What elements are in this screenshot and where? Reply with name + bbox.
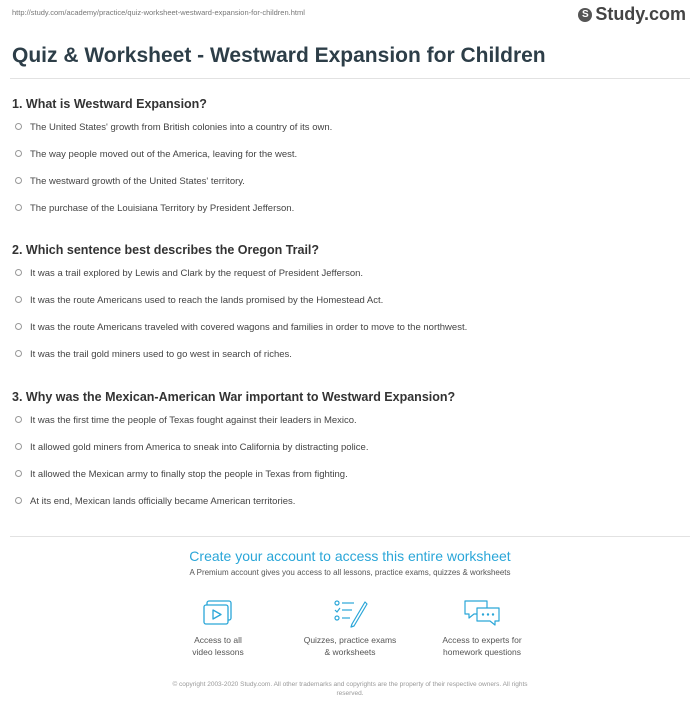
radio-icon[interactable] bbox=[15, 204, 22, 211]
answer-label: It allowed the Mexican army to finally stop the people in Texas from fighting. bbox=[30, 469, 348, 480]
quiz-worksheet-icon bbox=[332, 598, 368, 628]
study-logo[interactable] bbox=[578, 4, 686, 25]
answer-label: It allowed gold miners from America to sneak into California by distracting police. bbox=[30, 442, 369, 453]
answer-label: At its end, Mexican lands officially became American territories. bbox=[30, 496, 296, 507]
answer-option[interactable] bbox=[12, 469, 688, 496]
question-3 bbox=[12, 390, 688, 523]
answer-option[interactable] bbox=[12, 415, 688, 442]
radio-icon[interactable] bbox=[15, 296, 22, 303]
answer-option[interactable] bbox=[12, 149, 688, 176]
answer-label: The westward growth of the United States' territory. bbox=[30, 176, 245, 187]
radio-icon[interactable] bbox=[15, 443, 22, 450]
radio-icon[interactable] bbox=[15, 123, 22, 130]
feature-video-lessons bbox=[148, 598, 288, 658]
premium-promo bbox=[0, 548, 700, 577]
radio-icon[interactable] bbox=[15, 323, 22, 330]
radio-icon[interactable] bbox=[15, 470, 22, 477]
expert-chat-icon bbox=[463, 598, 501, 628]
promo-divider bbox=[10, 536, 690, 537]
feature-quizzes bbox=[280, 598, 420, 658]
radio-icon[interactable] bbox=[15, 350, 22, 357]
answer-label: The way people moved out of the America, leaving for the west. bbox=[30, 149, 298, 160]
page-title: Quiz & Worksheet - Westward Expansion for Children bbox=[12, 44, 546, 67]
answer-option[interactable] bbox=[12, 203, 688, 230]
answer-option[interactable] bbox=[12, 176, 688, 203]
answer-option[interactable] bbox=[12, 496, 688, 523]
radio-icon[interactable] bbox=[15, 150, 22, 157]
title-divider bbox=[10, 78, 690, 79]
answer-label: The United States' growth from British colonies into a country of its own. bbox=[30, 122, 333, 133]
radio-icon[interactable] bbox=[15, 416, 22, 423]
study-logo-text: Study.com bbox=[595, 4, 686, 24]
question-text: 3. Why was the Mexican-American War important to Westward Expansion? bbox=[12, 390, 456, 404]
feature-text: Access to all video lessons bbox=[192, 635, 244, 657]
answer-option[interactable] bbox=[12, 122, 688, 149]
feature-experts bbox=[412, 598, 552, 658]
answer-option[interactable] bbox=[12, 268, 688, 295]
radio-icon[interactable] bbox=[15, 177, 22, 184]
copyright-notice: © copyright 2003-2020 Study.com. All other trademarks and copyrights are the property of their respective owners. All rights reserved. bbox=[172, 681, 528, 697]
answer-label: The purchase of the Louisiana Territory by President Jefferson. bbox=[30, 203, 295, 214]
radio-icon[interactable] bbox=[15, 269, 22, 276]
answer-label: It was the first time the people of Texas fought against their leaders in Mexico. bbox=[30, 415, 357, 426]
answer-option[interactable] bbox=[12, 442, 688, 469]
page-url: http://study.com/academy/practice/quiz-worksheet-westward-expansion-for-children.html bbox=[12, 8, 305, 17]
video-lessons-icon bbox=[202, 598, 234, 628]
question-text: 2. Which sentence best describes the Oregon Trail? bbox=[12, 243, 320, 257]
study-logo-icon: S bbox=[578, 8, 592, 22]
promo-subtitle: A Premium account gives you access to all lessons, practice exams, quizzes & worksheets bbox=[189, 568, 511, 577]
answer-option[interactable] bbox=[12, 349, 688, 376]
answer-label: It was the route Americans traveled with covered wagons and families in order to move to the northwest. bbox=[30, 322, 468, 333]
answer-label: It was the trail gold miners used to go west in search of riches. bbox=[30, 349, 292, 360]
promo-title[interactable]: Create your account to access this entire worksheet bbox=[189, 548, 511, 564]
answer-option[interactable] bbox=[12, 295, 688, 322]
answer-label: It was the route Americans used to reach the lands promised by the Homestead Act. bbox=[30, 295, 384, 306]
answer-label: It was a trail explored by Lewis and Clark by the request of President Jefferson. bbox=[30, 268, 364, 279]
answer-option[interactable] bbox=[12, 322, 688, 349]
question-1 bbox=[12, 97, 688, 230]
question-text: 1. What is Westward Expansion? bbox=[12, 97, 207, 111]
feature-text: Access to experts for homework questions bbox=[442, 635, 522, 657]
radio-icon[interactable] bbox=[15, 497, 22, 504]
feature-text: Quizzes, practice exams & worksheets bbox=[303, 635, 397, 657]
question-2 bbox=[12, 243, 688, 376]
